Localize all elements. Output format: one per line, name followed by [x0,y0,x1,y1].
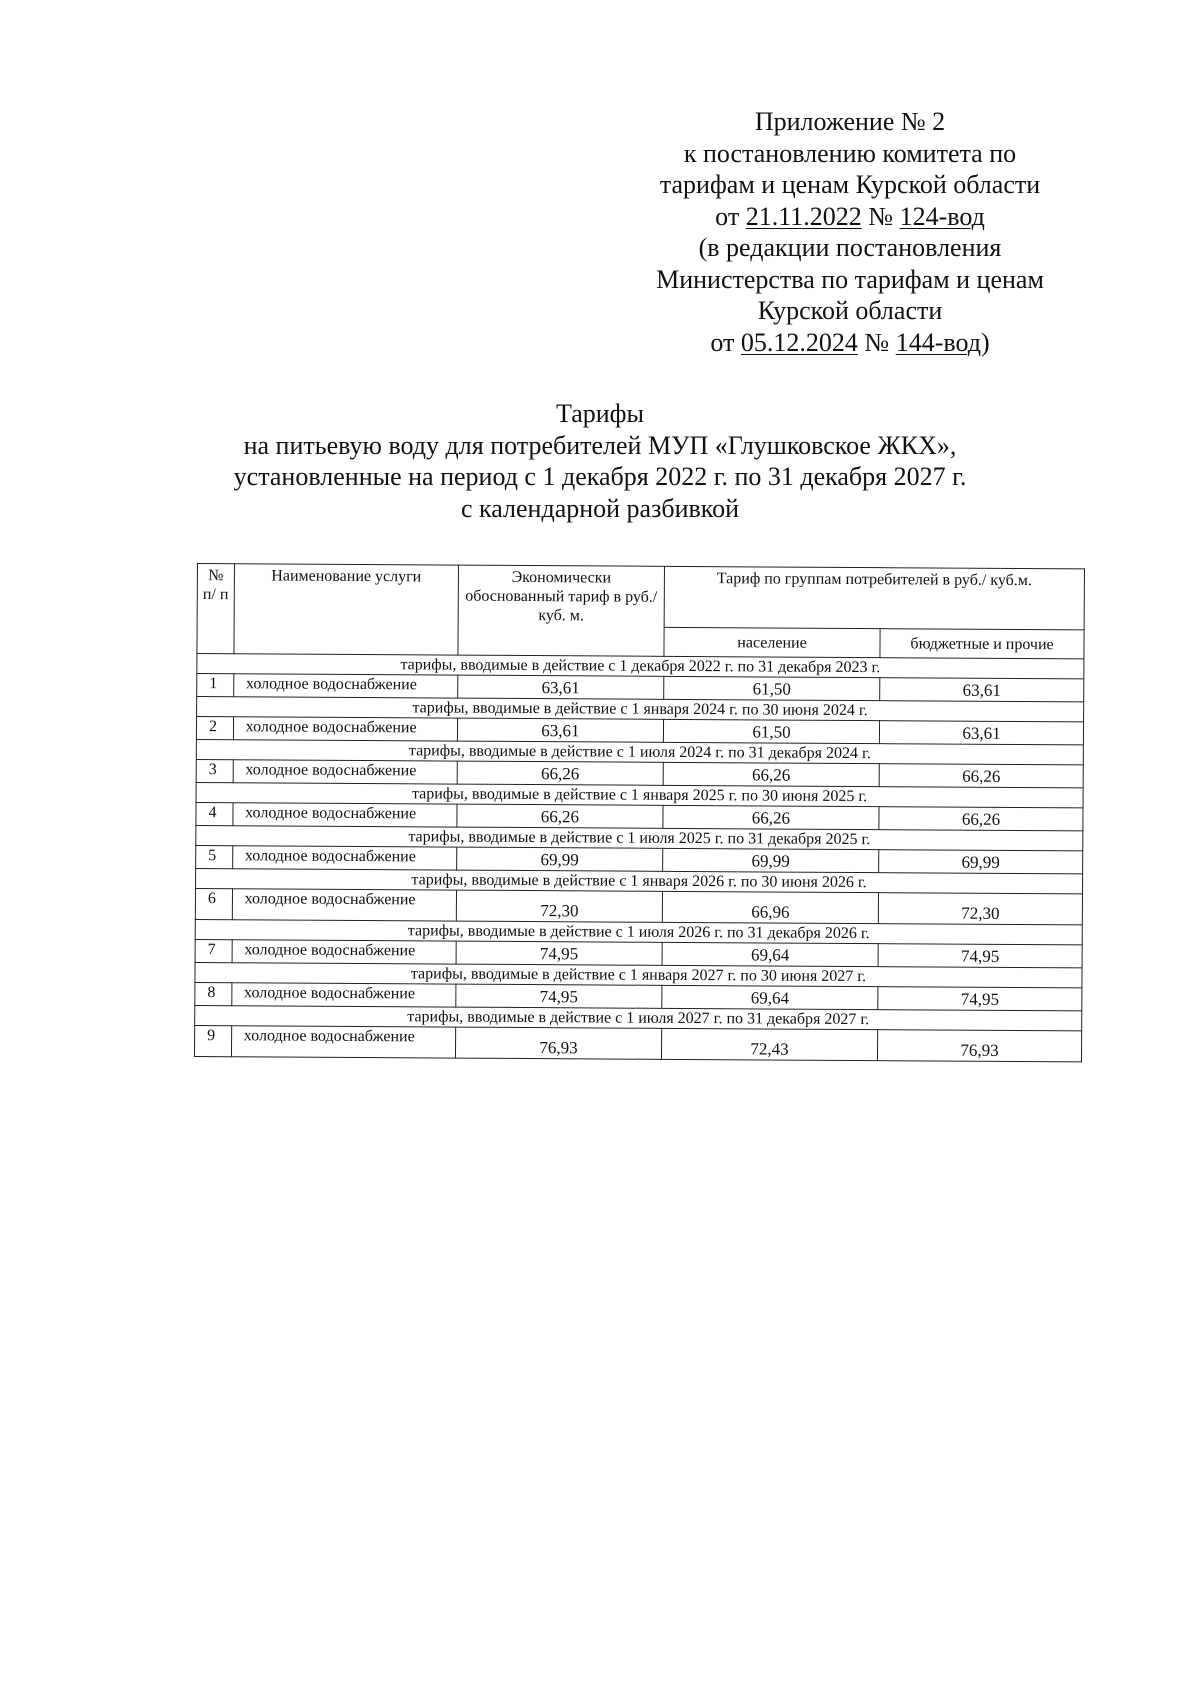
row-population-tariff: 69,64 [662,942,878,966]
row-num: 3 [196,759,233,782]
row-service: холодное водоснабжение [233,674,457,698]
row-service: холодное водоснабжение [233,803,457,827]
period-row: тарифы, вводимые в действие с 1 июля 2024 г. по 31 декабря 2024 г. [196,739,1083,764]
row-population-tariff: 61,50 [663,719,879,743]
row-service: холодное водоснабжение [231,983,455,1007]
period-row: тарифы, вводимые в действие с 1 июля 2025 г. по 31 декабря 2025 г. [196,825,1083,850]
row-num: 9 [194,1025,231,1056]
header-consumer-groups: Тариф по группам потребителей в руб./ куб.м. [664,566,1084,630]
amendment-from-label: от [710,327,741,357]
row-budget-tariff: 69,99 [879,850,1083,874]
row-budget-tariff: 74,95 [878,944,1082,968]
period-row: тарифы, вводимые в действие с 1 января 2026 г. по 30 июня 2026 г. [196,868,1083,893]
row-service: холодное водоснабжение [233,717,457,741]
row-population-tariff: 72,43 [661,1028,877,1060]
row-economic-tariff: 76,93 [455,1027,661,1059]
number-sign: № [861,201,900,231]
header-budget-other: бюджетные и прочие [880,629,1084,659]
appendix-header [600,106,1100,358]
row-budget-tariff: 63,61 [879,721,1083,745]
row-budget-tariff: 76,93 [878,1030,1082,1062]
appendix-line-6: Министерства по тарифам и ценам [656,264,1044,294]
appendix-line-5: (в редакции постановления [698,233,1002,262]
header-population: население [664,627,880,657]
row-budget-tariff: 66,26 [879,764,1083,788]
document-title [150,398,1050,524]
row-population-tariff: 69,64 [662,985,878,1009]
title-line-4: с календарной разбивкой [460,493,740,523]
row-num: 5 [196,845,233,868]
row-num: 4 [196,802,233,825]
row-budget-tariff: 74,95 [878,987,1082,1011]
period-row: тарифы, вводимые в действие с 1 декабря 2022 г. по 31 декабря 2023 г. [197,654,1084,679]
row-economic-tariff: 66,26 [457,761,663,785]
resolution-date: 21.11.2022 [745,201,862,231]
appendix-line-8 [600,327,1100,359]
amendment-close-paren: ) [980,327,990,357]
row-service: холодное водоснабжение [232,940,456,964]
period-row: тарифы, вводимые в действие с 1 июля 2026 г. по 31 декабря 2026 г. [195,919,1082,944]
row-service: холодное водоснабжение [232,889,456,921]
amendment-number: 144-вод [895,327,981,357]
row-economic-tariff: 74,95 [456,941,662,965]
row-economic-tariff: 72,30 [456,890,662,922]
header-service-name: Наименование услуги [234,564,459,655]
appendix-line-2: к постановлению комитета по [683,138,1017,168]
row-economic-tariff: 66,26 [457,804,663,828]
row-budget-tariff: 72,30 [878,893,1082,925]
row-service: холодное водоснабжение [232,846,456,870]
row-population-tariff: 66,96 [662,891,878,923]
title-line-2: на питьевую воду для потребителей МУП «Глушковское ЖКХ», [243,430,957,460]
row-population-tariff: 66,26 [663,805,879,829]
tariff-table [194,563,1085,1062]
row-num: 6 [195,888,232,919]
row-population-tariff: 66,26 [663,762,879,786]
period-row: тарифы, вводимые в действие с 1 января 2025 г. по 30 июня 2025 г. [196,782,1083,807]
row-economic-tariff: 63,61 [458,675,664,699]
row-num: 7 [195,939,232,962]
title-line-3: установленные на период с 1 декабря 2022 г. по 31 декабря 2027 г. [233,462,967,491]
period-row: тарифы, вводимые в действие с 1 июля 2027 г. по 31 декабря 2027 г. [195,1005,1082,1030]
row-population-tariff: 61,50 [664,676,880,700]
period-row: тарифы, вводимые в действие с 1 января 2027 г. по 30 июня 2027 г. [195,962,1082,987]
resolution-number: 124-вод [899,201,985,231]
appendix-from-label: от [715,201,746,231]
appendix-title: Приложение № 2 [754,107,946,136]
row-num: 2 [196,717,233,740]
amendment-date: 05.12.2024 [740,327,858,357]
row-service: холодное водоснабжение [231,1026,455,1058]
table-row [194,1025,1081,1061]
header-economic-tariff: Экономически обоснованный тариф в руб./ куб. м. [458,565,664,656]
amendment-number-sign: № [857,327,896,357]
row-economic-tariff: 69,99 [457,847,663,871]
row-budget-tariff: 66,26 [879,807,1083,831]
header-num: № п/ п [197,564,234,654]
row-num: 1 [197,674,234,697]
period-row: тарифы, вводимые в действие с 1 января 2024 г. по 30 июня 2024 г. [197,697,1084,722]
appendix-line-3: тарифам и ценам Курской области [659,170,1041,199]
appendix-line-7: Курской области [757,296,943,325]
row-budget-tariff: 63,61 [880,678,1084,702]
row-num: 8 [195,982,232,1005]
row-economic-tariff: 63,61 [457,718,663,742]
row-economic-tariff: 74,95 [456,984,662,1008]
row-service: холодное водоснабжение [233,760,457,784]
appendix-line-4 [600,201,1100,233]
row-population-tariff: 69,99 [663,848,879,872]
title-main: Тарифы [555,399,644,428]
